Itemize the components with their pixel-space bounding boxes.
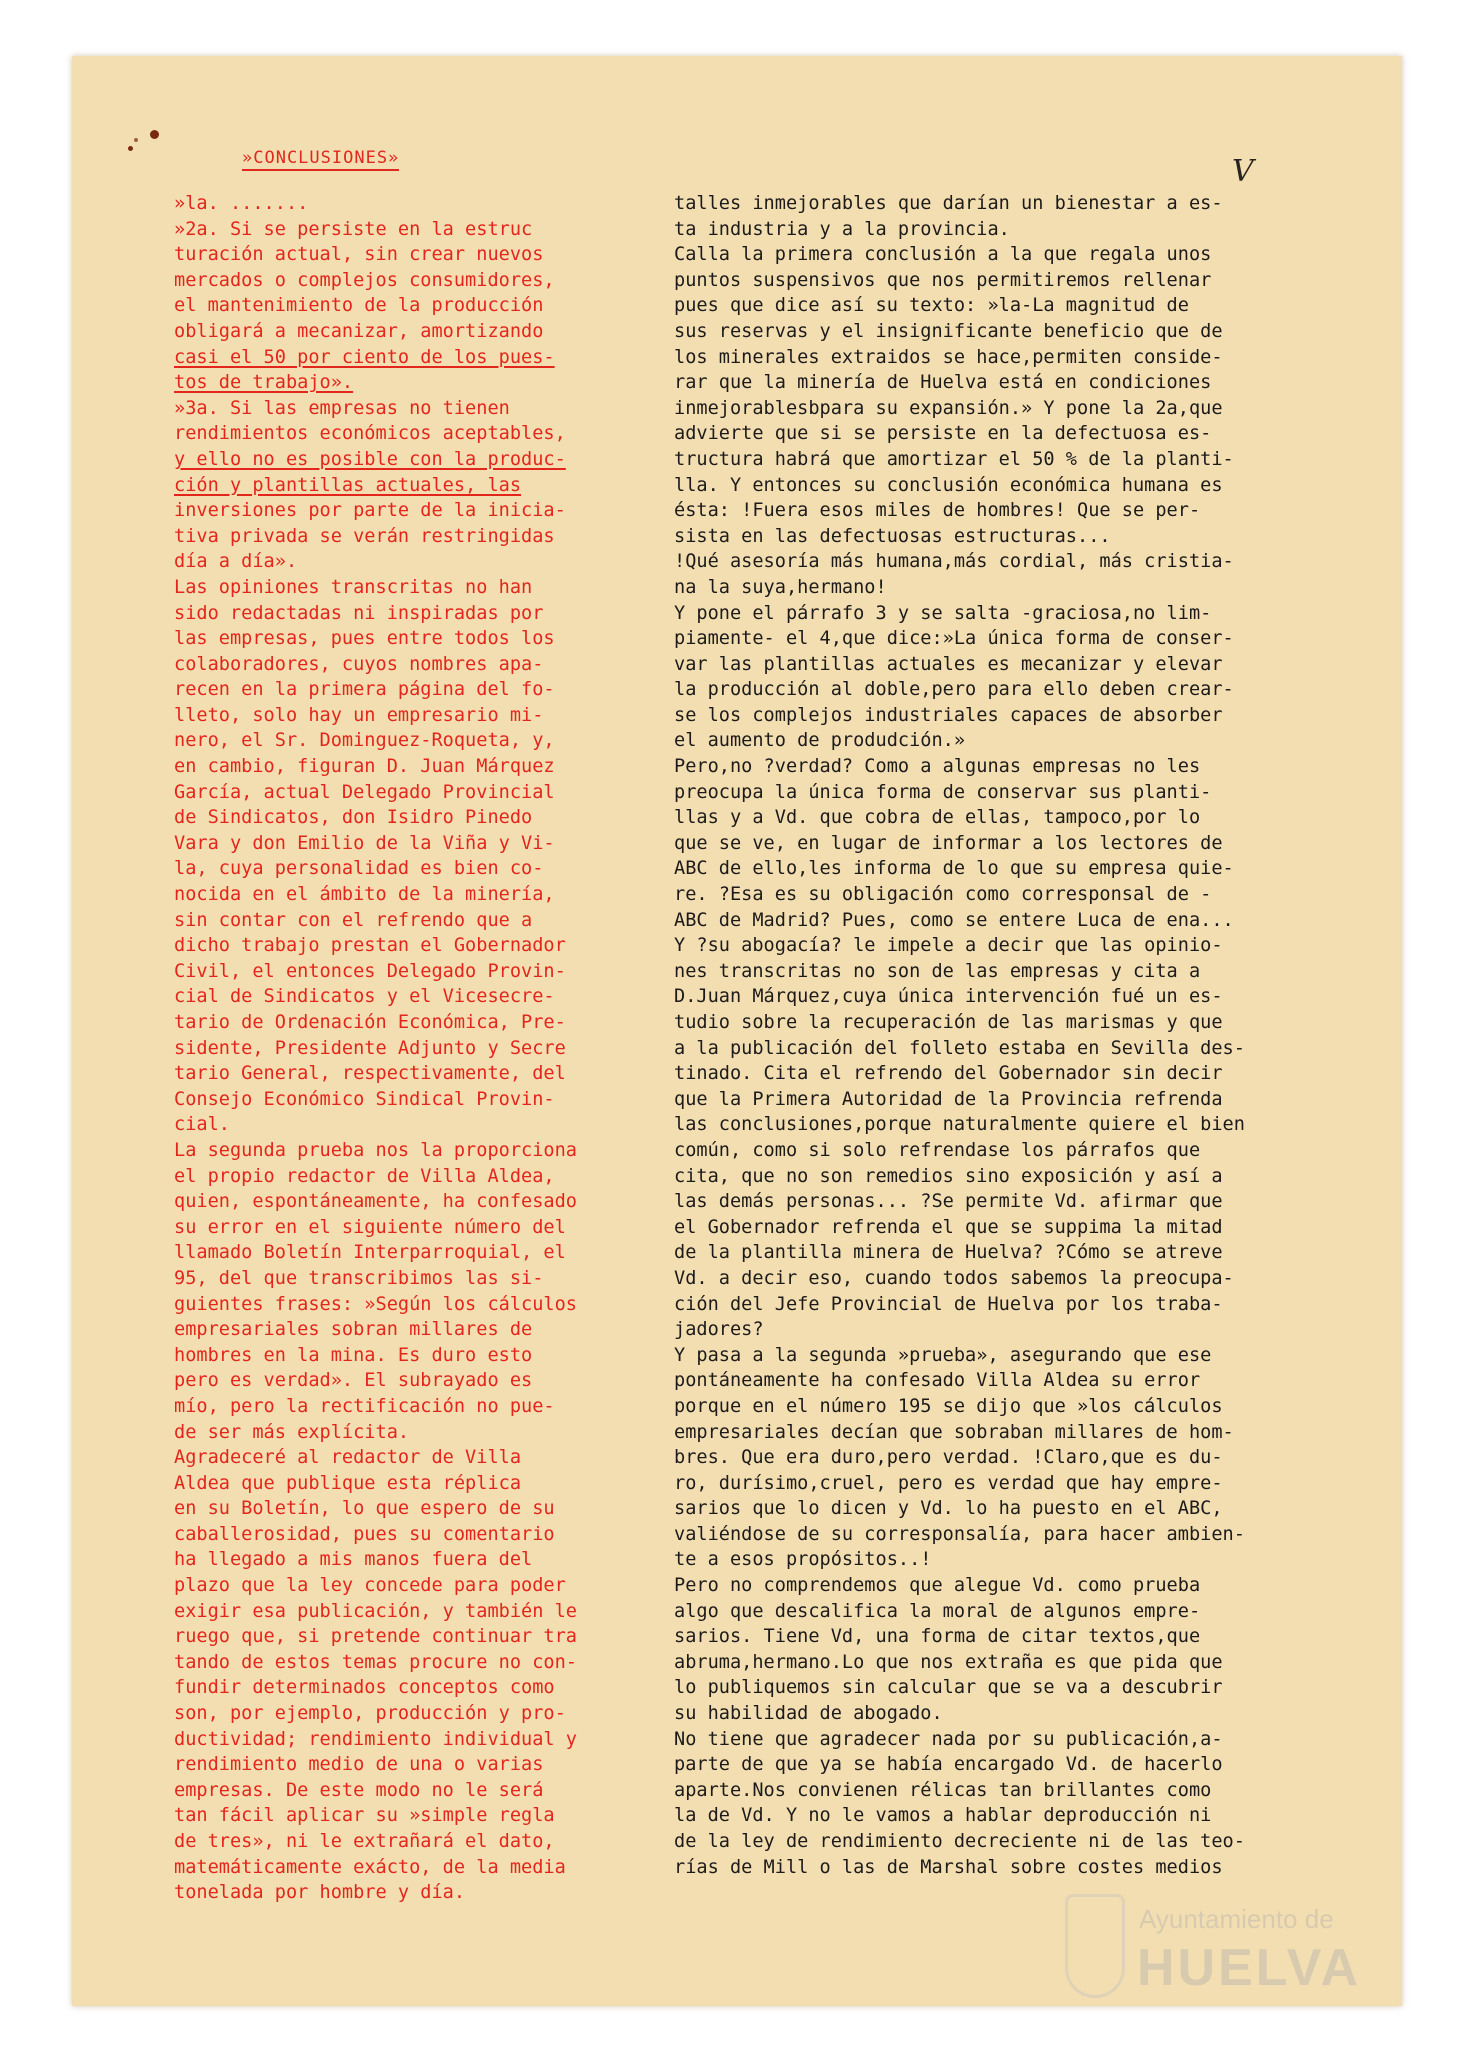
- left-line: García, actual Delegado Provincial: [174, 781, 555, 803]
- left-line: recen en la primera página del fo-: [174, 679, 555, 701]
- right-line: su habilidad de abogado.: [674, 1703, 943, 1725]
- right-line: D.Juan Márquez,cuya única intervención fué un es-: [674, 986, 1223, 1008]
- left-line: empresariales sobran millares de: [174, 1319, 533, 1341]
- right-line: sus reservas y el insignificante beneficio que de: [674, 320, 1223, 342]
- right-line: la de Vd. Y no le vamos a hablar deproducción ni: [674, 1805, 1212, 1827]
- right-line: tinado. Cita el refrendo del Gobernador sin decir: [674, 1063, 1223, 1085]
- left-line: nocida en el ámbito de la minería,: [174, 884, 555, 906]
- left-line: Agradeceré al redactor de Villa: [174, 1447, 522, 1469]
- left-line: guientes frases: »Según los cálculos: [174, 1293, 577, 1315]
- staple-hole: [150, 130, 159, 139]
- right-line: ABC de Madrid? Pues, como se entere Luca de ena...: [674, 909, 1234, 931]
- right-line: rías de Mill o las de Marshal sobre costes medios: [674, 1856, 1223, 1878]
- page-numeral: V: [1232, 154, 1254, 189]
- watermark-line1: Ayuntamiento de: [1139, 1904, 1334, 1934]
- right-line: inmejorablesbpara su expansión.» Y pone la 2a,que: [674, 397, 1223, 419]
- staple-hole: [134, 138, 138, 142]
- left-line: son, por ejemplo, producción y pro-: [174, 1703, 566, 1725]
- left-line: Consejo Económico Sindical Provin-: [174, 1088, 555, 1110]
- left-line: sidente, Presidente Adjunto y Secre: [174, 1037, 566, 1059]
- right-line: cita, que no son remedios sino exposición y así a: [674, 1165, 1223, 1187]
- right-line: el aumento de produdción.»: [674, 730, 966, 752]
- right-line: aparte.Nos convienen rélicas tan brillantes como: [674, 1779, 1212, 1801]
- left-line: empresas. De este modo no le será: [174, 1779, 544, 1801]
- left-line: tario de Ordenación Económica, Pre-: [174, 1012, 566, 1033]
- right-line: piamente- el 4,que dice:»La única forma de conser-: [674, 628, 1234, 650]
- right-line: Vd. a decir eso, cuando todos sabemos la preocupa-: [674, 1267, 1234, 1289]
- left-line: quien, espontáneamente, ha confesado: [174, 1191, 577, 1213]
- left-line: fundir determinados conceptos como: [174, 1677, 555, 1699]
- left-line: de Sindicatos, don Isidro Pinedo: [174, 807, 533, 829]
- right-line: tudio sobre la recuperación de las marismas y que: [674, 1012, 1223, 1033]
- watermark-line2: HUELVA: [1137, 1939, 1362, 1997]
- right-line: pues que dice así su texto: »la-La magnitud de: [674, 295, 1189, 317]
- left-line: tando de estos temas procure no con-: [174, 1651, 577, 1673]
- left-line: el mantenimiento de la producción: [174, 295, 544, 317]
- left-line: mío, pero la rectificación no pue-: [174, 1395, 555, 1417]
- right-line: sista en las defectuosas estructuras...: [674, 525, 1111, 547]
- left-line: Civil, el entonces Delegado Provin-: [174, 960, 566, 982]
- right-line: re. ?Esa es su obligación como corresponsal de -: [674, 884, 1212, 906]
- right-line: los minerales extraidos se hace,permiten conside-: [674, 346, 1223, 368]
- right-line: lo publiquemos sin calcular que se va a descubrir: [674, 1677, 1223, 1699]
- left-line: ha llegado a mis manos fuera del: [174, 1549, 533, 1571]
- left-line: hombres en la mina. Es duro esto: [174, 1344, 533, 1366]
- left-line: la, cuya personalidad es bien co-: [174, 858, 544, 880]
- left-line: matemáticamente exácto, de la media: [174, 1856, 566, 1878]
- right-line: las conclusiones,porque naturalmente quiere el bien: [674, 1114, 1245, 1136]
- left-line: rendimientos económicos aceptables,: [174, 423, 566, 445]
- left-line: el propio redactor de Villa Aldea,: [174, 1165, 555, 1187]
- right-line: las demás personas... ?Se permite Vd. afirmar que: [674, 1191, 1223, 1213]
- left-line: en su Boletín, lo que espero de su: [174, 1498, 555, 1520]
- right-line: ro, durísimo,cruel, pero es verdad que hay empre-: [674, 1472, 1223, 1494]
- left-line: rendimiento medio de una o varias: [174, 1754, 544, 1776]
- right-line: valiéndose de su corresponsalía, para hacer ambien-: [674, 1523, 1245, 1545]
- left-line: »2a. Si se persiste en la estruc: [174, 218, 533, 240]
- left-line: tonelada por hombre y día.: [174, 1882, 466, 1904]
- left-line: sido redactadas ni inspiradas por: [174, 602, 544, 624]
- left-line: sin contar con el refrendo que a: [174, 909, 533, 931]
- left-line: »3a. Si las empresas no tienen: [174, 397, 510, 419]
- right-line: de la plantilla minera de Huelva? ?Cómo se atreve: [674, 1242, 1223, 1264]
- left-line: 95, del que transcribimos las si-: [174, 1267, 544, 1289]
- left-line: cial.: [174, 1114, 230, 1136]
- left-line: lleto, solo hay un empresario mi-: [174, 704, 544, 726]
- right-line: Pero no comprendemos que alegue Vd. como prueba: [674, 1575, 1201, 1597]
- right-line: se los complejos industriales capaces de absorber: [674, 704, 1223, 726]
- staple-hole: [128, 146, 133, 151]
- left-line: Aldea que publique esta réplica: [174, 1472, 522, 1494]
- left-line: las empresas, pues entre todos los: [174, 628, 555, 650]
- shield-icon: [1065, 1894, 1125, 1998]
- right-line: pontáneamente ha confesado Villa Aldea su error: [674, 1370, 1201, 1392]
- right-line: la producción al doble,pero para ello deben crear-: [674, 679, 1234, 701]
- left-line: casi el 50 por ciento de los pues-: [174, 346, 555, 368]
- right-column: [674, 191, 1364, 1880]
- left-line: exigir esa publicación, y también le: [174, 1600, 577, 1622]
- left-line: mercados o complejos consumidores,: [174, 269, 555, 291]
- left-line: llamado Boletín Interparroquial, el: [174, 1242, 566, 1264]
- left-line: tos de trabajo».: [174, 372, 354, 394]
- left-column: [174, 191, 714, 1906]
- right-line: ésta: !Fuera esos miles de hombres! Que se per-: [674, 500, 1201, 522]
- left-line: nero, el Sr. Dominguez-Roqueta, y,: [174, 730, 555, 752]
- left-line: La segunda prueba nos la proporciona: [174, 1139, 577, 1161]
- right-line: porque en el número 195 se dijo que »los cálculos: [674, 1395, 1223, 1417]
- right-line: tructura habrá que amortizar el 50 % de la planti-: [674, 448, 1234, 470]
- right-line: parte de que ya se había encargado Vd. de hacerlo: [674, 1754, 1223, 1776]
- right-line: preocupa la única forma de conservar sus planti-: [674, 781, 1212, 803]
- left-line: »la. .......: [174, 193, 309, 214]
- right-line: sarios. Tiene Vd, una forma de citar textos,que: [674, 1626, 1201, 1648]
- right-line: llas y a Vd. que cobra de ellas, tampoco,por lo: [674, 807, 1201, 829]
- right-line: empresariales decían que sobraban millares de hom-: [674, 1421, 1234, 1443]
- left-line: ción y plantillas actuales, las: [174, 474, 522, 496]
- right-line: común, como si solo refrendase los párrafos que: [674, 1139, 1201, 1161]
- right-line: !Qué asesoría más humana,más cordial, más cristia-: [674, 551, 1234, 573]
- left-line: Vara y don Emilio de la Viña y Vi-: [174, 832, 555, 854]
- left-line: turación actual, sin crear nuevos: [174, 244, 544, 266]
- left-line: y ello no es posible con la produc-: [174, 448, 566, 470]
- right-line: a la publicación del folleto estaba en Sevilla des-: [674, 1037, 1245, 1059]
- left-line: Las opiniones transcritas no han: [174, 576, 533, 598]
- right-line: Y pone el párrafo 3 y se salta -graciosa,no lim-: [674, 602, 1212, 624]
- left-line: de ser más explícita.: [174, 1421, 410, 1443]
- document-heading: »CONCLUSIONES»: [242, 148, 399, 171]
- right-line: bres. Que era duro,pero verdad. !Claro,que es du-: [674, 1447, 1223, 1469]
- right-line: No tiene que agradecer nada por su publicación,a-: [674, 1728, 1223, 1750]
- right-line: puntos suspensivos que nos permitiremos rellenar: [674, 269, 1212, 291]
- right-line: que la Primera Autoridad de la Provincia refrenda: [674, 1088, 1223, 1110]
- left-line: colaboradores, cuyos nombres apa-: [174, 653, 544, 675]
- left-line: caballerosidad, pues su comentario: [174, 1523, 555, 1545]
- left-line: en cambio, figuran D. Juan Márquez: [174, 756, 555, 778]
- right-line: ción del Jefe Provincial de Huelva por los traba-: [674, 1293, 1223, 1315]
- left-line: de tres», ni le extrañará el dato,: [174, 1831, 555, 1852]
- right-line: Y ?su abogacía? le impele a decir que las opinio-: [674, 935, 1223, 957]
- right-line: lla. Y entonces su conclusión económica humana es: [674, 474, 1223, 496]
- right-line: Y pasa a la segunda »prueba», asegurando que ese: [674, 1344, 1212, 1366]
- right-line: Calla la primera conclusión a la que regala unos: [674, 244, 1212, 266]
- right-line: nes transcritas no son de las empresas y cita a: [674, 960, 1201, 982]
- left-line: pero es verdad». El subrayado es: [174, 1370, 533, 1392]
- right-line: el Gobernador refrenda el que se suppima la mitad: [674, 1216, 1223, 1238]
- right-line: talles inmejorables que darían un bienestar a es-: [674, 193, 1223, 214]
- left-line: ductividad; rendimiento individual y: [174, 1728, 577, 1750]
- left-line: tiva privada se verán restringidas: [174, 525, 555, 547]
- right-line: algo que descalifica la moral de algunos empre-: [674, 1600, 1201, 1622]
- left-line: día a día».: [174, 551, 298, 573]
- left-line: tan fácil aplicar su »simple regla: [174, 1805, 555, 1827]
- right-line: sarios que lo dicen y Vd. lo ha puesto en el ABC,: [674, 1498, 1223, 1520]
- left-line: cial de Sindicatos y el Vicesecre-: [174, 986, 555, 1008]
- right-line: que se ve, en lugar de informar a los lectores de: [674, 832, 1223, 854]
- archive-watermark: [1065, 1894, 1405, 2004]
- left-line: ruego que, si pretende continuar tra: [174, 1626, 577, 1648]
- right-line: var las plantillas actuales es mecanizar y elevar: [674, 653, 1223, 675]
- left-line: inversiones por parte de la inicia-: [174, 500, 566, 522]
- right-line: ABC de ello,les informa de lo que su empresa quie-: [674, 858, 1234, 880]
- right-line: de la ley de rendimiento decreciente ni de las teo-: [674, 1831, 1245, 1852]
- right-line: ta industria y a la provincia.: [674, 218, 1010, 240]
- left-line: tario General, respectivamente, del: [174, 1063, 566, 1085]
- left-line: su error en el siguiente número del: [174, 1216, 566, 1238]
- document-page: [72, 56, 1402, 2006]
- right-line: te a esos propósitos..!: [674, 1549, 932, 1571]
- right-line: Pero,no ?verdad? Como a algunas empresas no les: [674, 756, 1201, 778]
- right-line: rar que la minería de Huelva está en condiciones: [674, 372, 1212, 394]
- left-line: dicho trabajo prestan el Gobernador: [174, 935, 566, 957]
- right-line: advierte que si se persiste en la defectuosa es-: [674, 423, 1212, 445]
- left-line: obligará a mecanizar, amortizando: [174, 320, 544, 342]
- right-line: abruma,hermano.Lo que nos extraña es que pida que: [674, 1651, 1223, 1673]
- right-line: na la suya,hermano!: [674, 576, 887, 598]
- right-line: jadores?: [674, 1319, 764, 1341]
- left-line: plazo que la ley concede para poder: [174, 1575, 566, 1597]
